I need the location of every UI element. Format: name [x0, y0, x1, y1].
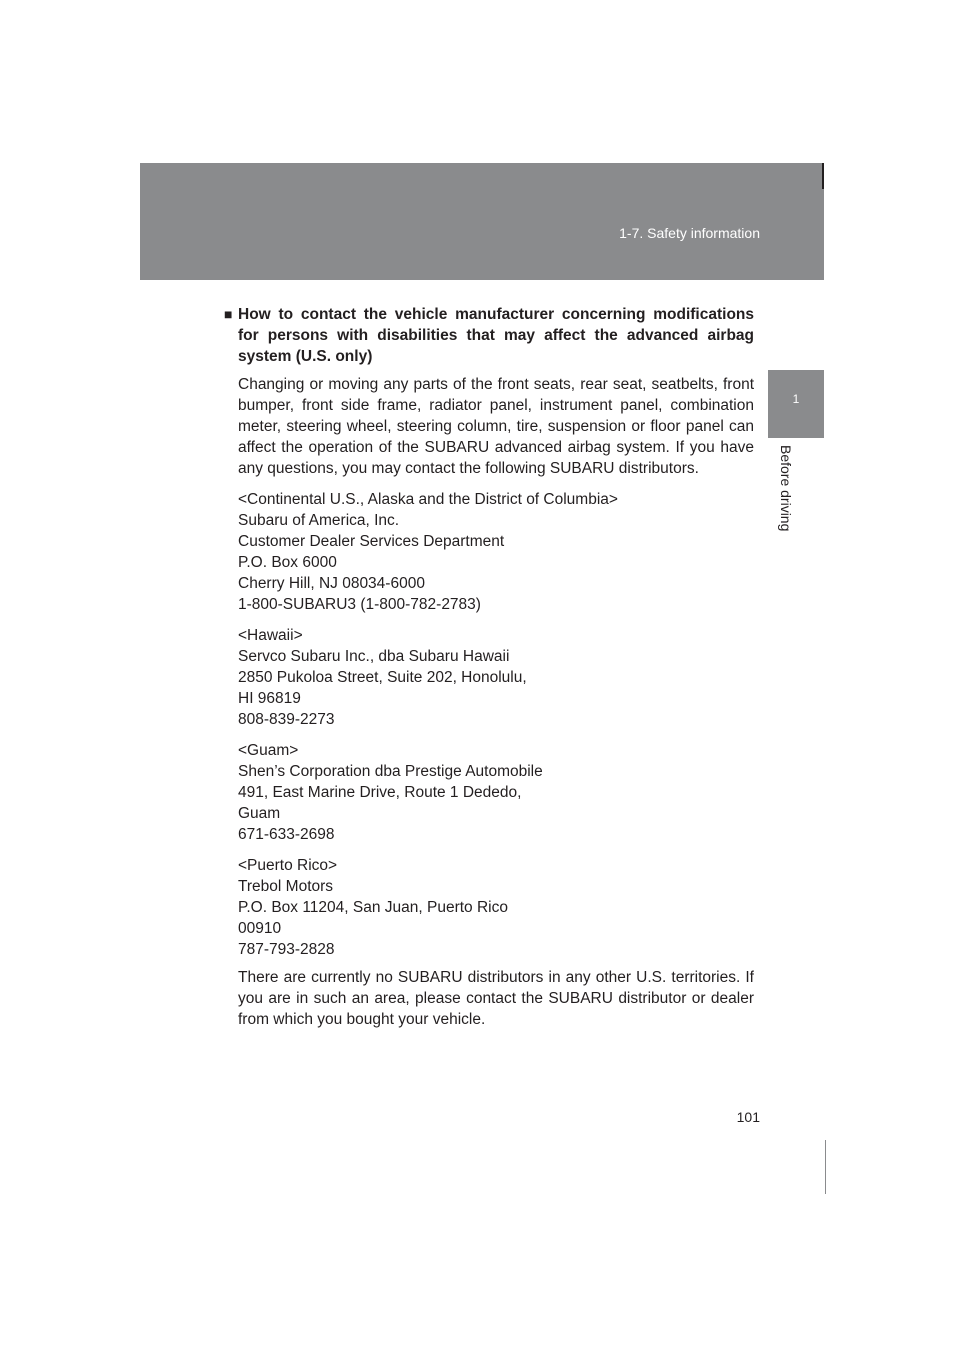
- address-line: Subaru of America, Inc.: [238, 512, 400, 529]
- address-line: 671-633-2698: [238, 826, 335, 843]
- address-line: HI 96819: [238, 690, 301, 707]
- address-line: P.O. Box 6000: [238, 554, 337, 571]
- chapter-label: Before driving: [778, 445, 794, 532]
- address-line: <Puerto Rico>: [238, 857, 338, 874]
- address-puerto-rico: [238, 855, 754, 960]
- heading-bullet: ■: [224, 306, 233, 322]
- crop-mark-top: [822, 163, 824, 189]
- address-line: 787-793-2828: [238, 941, 335, 958]
- address-line: <Guam>: [238, 742, 299, 759]
- address-line: P.O. Box 11204, San Juan, Puerto Rico: [238, 899, 508, 916]
- address-hawaii: [238, 625, 754, 730]
- crop-mark-bottom: [825, 1140, 826, 1194]
- address-line: Cherry Hill, NJ 08034-6000: [238, 575, 425, 592]
- chapter-tab: [768, 370, 824, 438]
- address-line: 1-800-SUBARU3 (1-800-782-2783): [238, 596, 481, 613]
- address-continental: [238, 489, 754, 615]
- page-number: 101: [736, 1109, 760, 1125]
- address-guam: [238, 740, 754, 845]
- address-line: <Hawaii>: [238, 627, 303, 644]
- address-line: Guam: [238, 805, 281, 822]
- address-line: Servco Subaru Inc., dba Subaru Hawaii: [238, 648, 510, 665]
- address-line: Trebol Motors: [238, 878, 334, 895]
- address-line: Customer Dealer Services Department: [238, 533, 505, 550]
- address-line: 00910: [238, 920, 282, 937]
- closing-paragraph: There are currently no SUBARU distributors in any other U.S. territories. If you are in such an area, please contact the SUBARU distributor or dealer from which you bought your vehicle.: [238, 969, 754, 1028]
- chapter-number: 1: [792, 392, 800, 406]
- section-heading: [224, 304, 754, 367]
- heading-text: How to contact the vehicle manufacturer concerning modifications for persons with disabilities that may affect the advanced airbag system (U.S. only): [238, 306, 754, 365]
- address-line: 491, East Marine Drive, Route 1 Dededo,: [238, 784, 522, 801]
- section-header-bar: [140, 163, 824, 280]
- body-block: [238, 374, 754, 1030]
- address-line: 808-839-2273: [238, 711, 335, 728]
- page-content: [224, 304, 754, 1030]
- address-line: Shen’s Corporation dba Prestige Automobile: [238, 763, 543, 780]
- intro-paragraph: Changing or moving any parts of the front seats, rear seat, seatbelts, front bumper, front side frame, radiator panel, instrument panel, combination meter, steering wheel, steering column, tire, suspension or floor panel can affect the operation of the SUBARU advanced airbag system. If you have any questions, you may contact the following SUBARU distributors.: [238, 376, 754, 477]
- address-line: <Continental U.S., Alaska and the District of Columbia>: [238, 491, 618, 508]
- section-title: 1-7. Safety information: [619, 225, 760, 241]
- address-line: 2850 Pukoloa Street, Suite 202, Honolulu,: [238, 669, 527, 686]
